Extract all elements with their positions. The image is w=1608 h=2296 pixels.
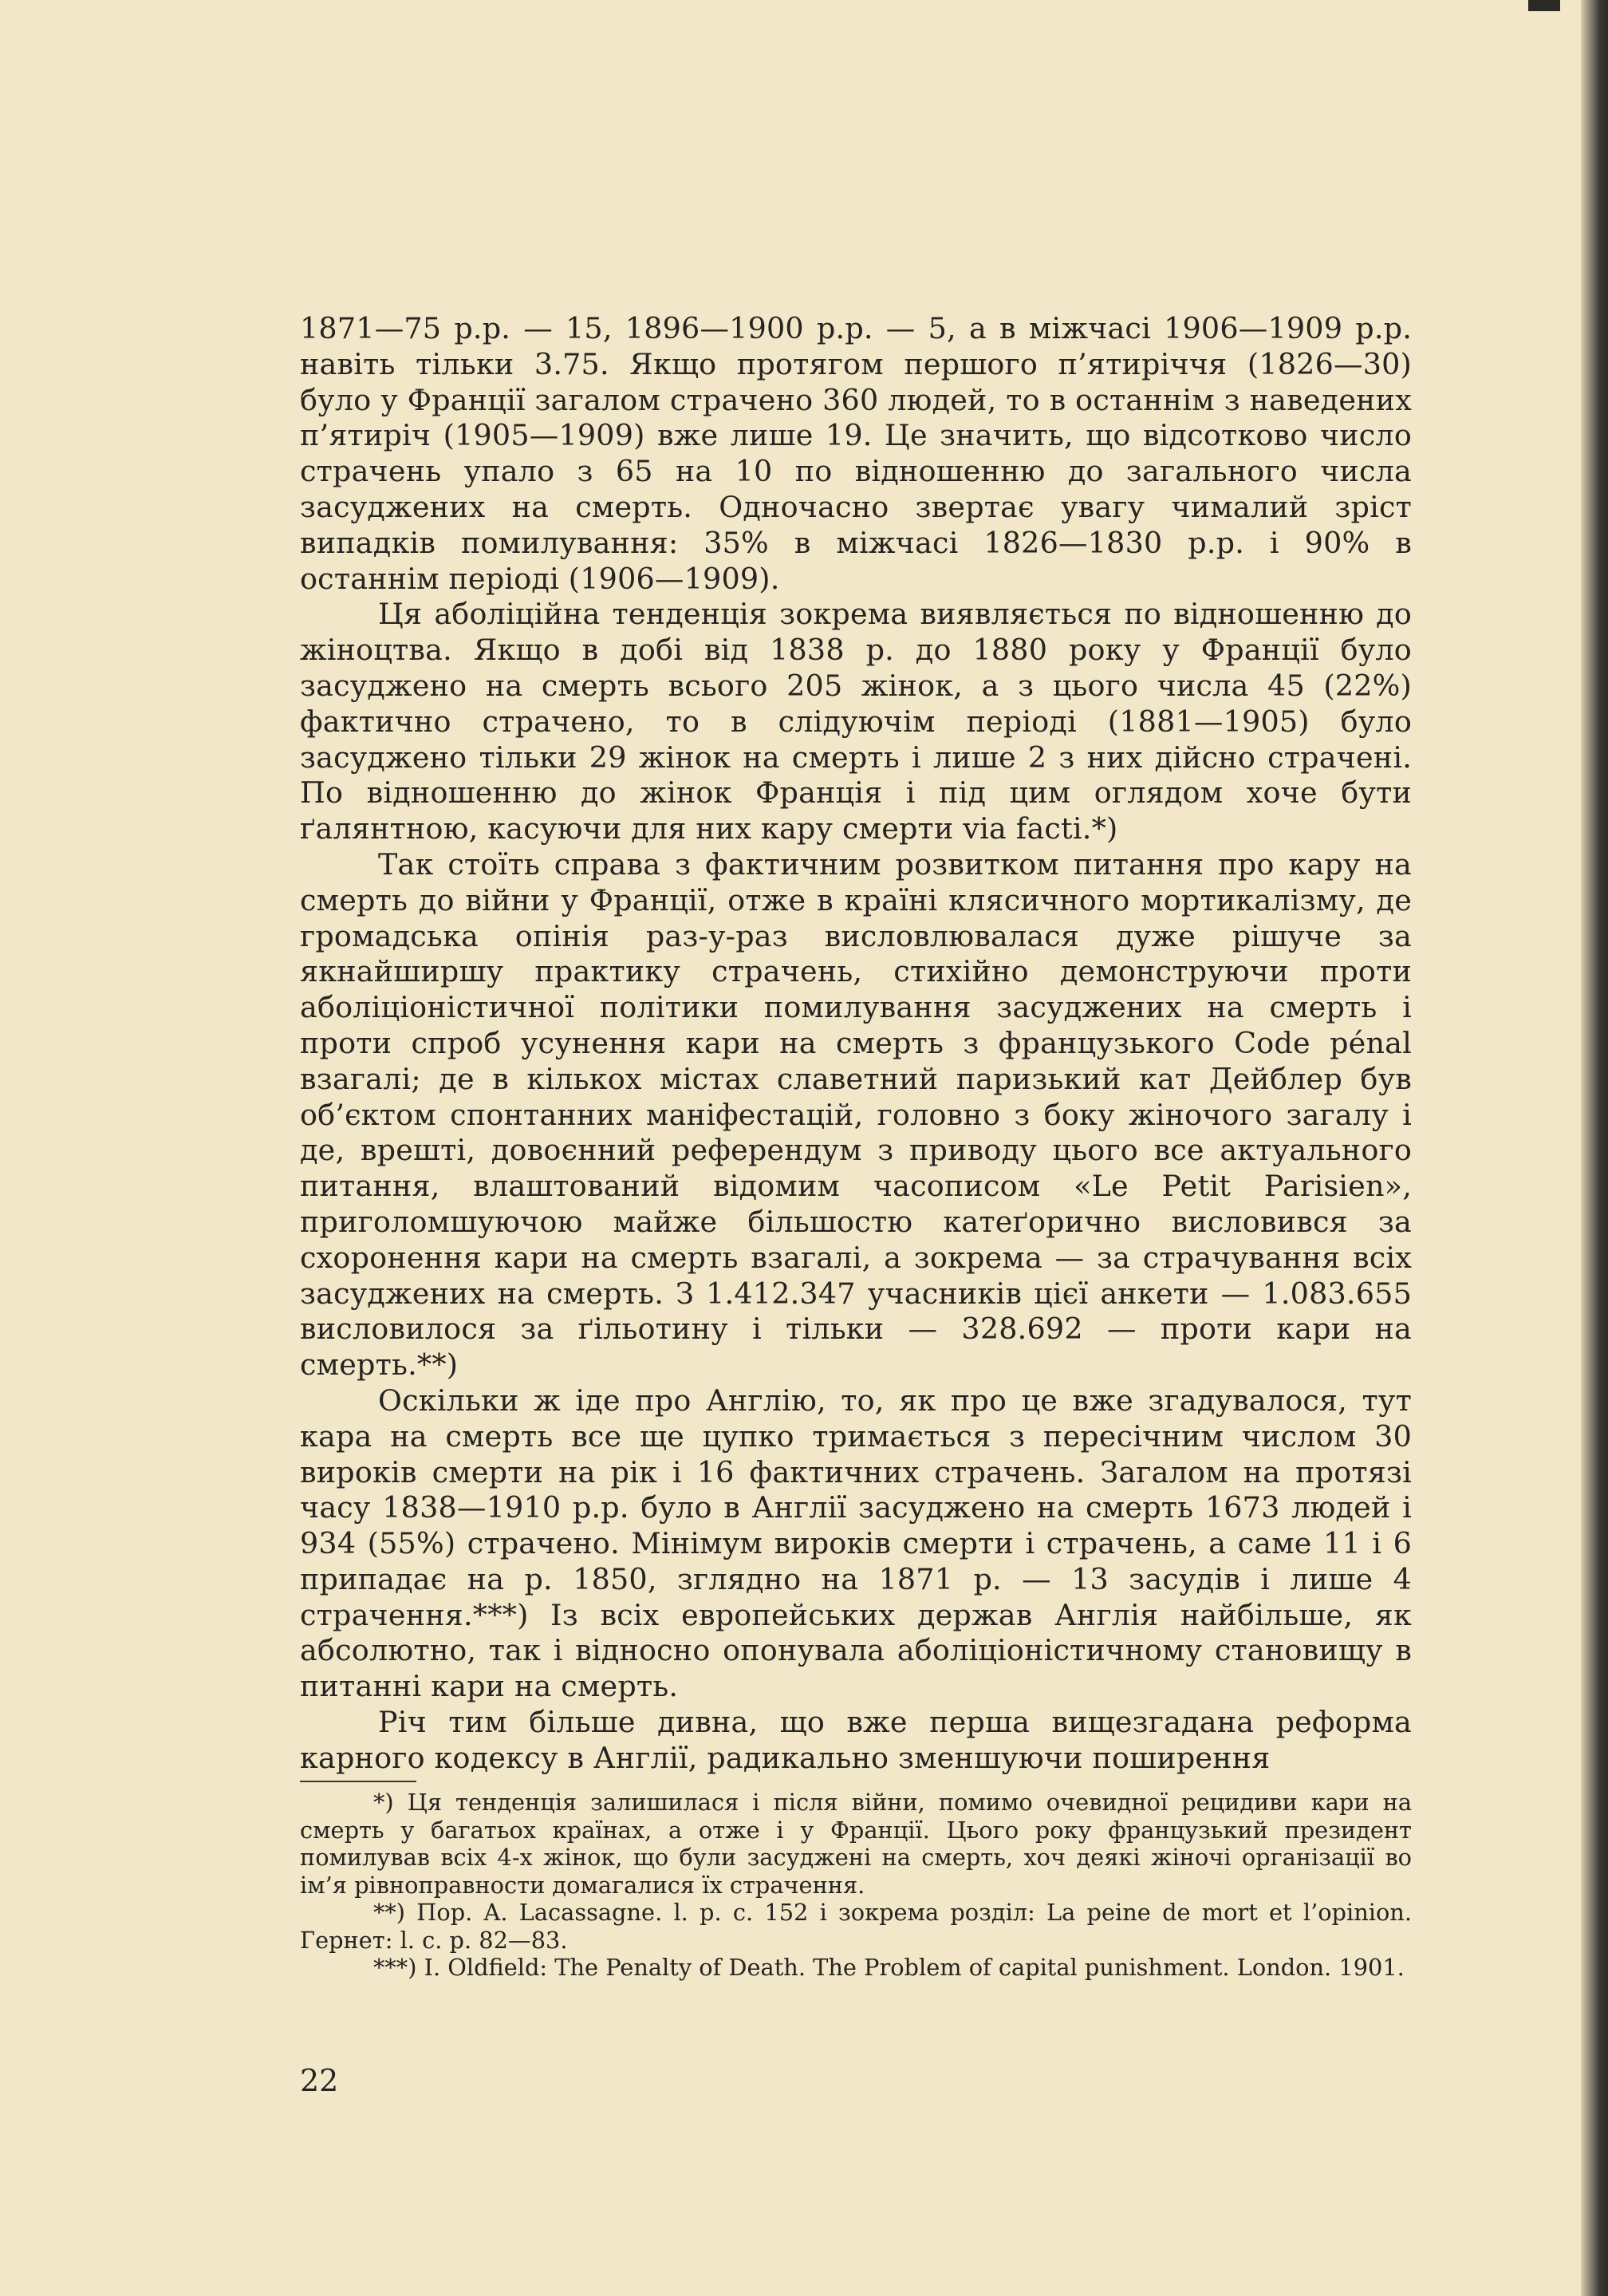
footnote-separator xyxy=(300,1781,416,1782)
footnote-1: *) Ця тенденція залишилася і після війни, помимо очевидної рецидиви кари на смерть у багатьох країнах, а отже і у Франції. Цього року французький президент помилував всіх 4-х жінок, що були засуджені на смерть, хоч деякі жіночі організації во ім’я рівноправности домагалися їх страчення. xyxy=(300,1789,1412,1899)
page-binding-edge xyxy=(1581,0,1608,2296)
footnote-3: ***) I. Oldfield: The Penalty of Death. The Problem of capital punishment. London. 1901. xyxy=(373,1954,1405,1981)
page-corner-mark xyxy=(1528,0,1560,11)
footnotes xyxy=(300,1789,1412,1982)
page-number: 22 xyxy=(300,2063,339,2098)
paragraph-3: Так стоїть справа з фактичним розвитком питання про кару на смерть до війни у Франції, отже в країні клясичного мортикалізму, де громадська опінія раз-у-раз висловлювалася дуже рішуче за якнайширшу практику страчень, стихійно демонструючи проти аболіціоністичної політики помилування засуджених на смерть і проти спроб усунення кари на смерть з французького Code pénal взагалі; де в кількох містах славетний паризький кат Дейблер був об’єктом спонтанних маніфестацій, головно з боку жіночого загалу і де, врешті, довоєнний референдум з приводу цього все актуального питання, влаштований відомим часописом «Le Petit Parisien», приголомшуючою майже більшостю катеґорично висловився за схоронення кари на смерть взагалі, а зокрема — за страчування всіх засуджених на смерть. З 1.412.347 учасників цієї анкети — 1.083.655 висловилося за ґільотину і тільки — 328.692 — проти кари на смерть.**) xyxy=(300,846,1412,1383)
footnote-2: **) Пор. A. Lacassagne. l. p. c. 152 і зокрема розділ: La peine de mort et l’opinion. Гернет: l. c. p. 82—83. xyxy=(300,1899,1412,1954)
paragraph-5: Річ тим більше дивна, що вже перша вищезгадана реформа карного кодексу в Англії, радикально зменшуючи поширення xyxy=(300,1705,1412,1775)
paragraph-2: Ця аболіційна тенденція зокрема виявляється по відношенню до жіноцтва. Якщо в добі від 1838 р. до 1880 року у Франції було засуджено на смерть всього 205 жінок, а з цього числа 45 (22%) фактично страчено, то в слідуючім періоді (1881—1905) було засуджено тільки 29 жінок на смерть і лише 2 з них дійсно страчені. По відношенню до жінок Франція і під цим оглядом хоче бути ґалянтною, касуючи для них кару смерти via facti.*) xyxy=(300,597,1412,846)
paragraph-1: 1871—75 р.р. — 15, 1896—1900 р.р. — 5, а в міжчасі 1906—1909 р.р. навіть тільки 3.75. Якщо протягом першого п’ятиріччя (1826—30) було у Франції загалом страчено 360 людей, то в останнім з наведених п’ятиріч (1905—1909) вже лише 19. Це значить, що відсотково число страчень упало з 65 на 10 по відношенню до загального числа засуджених на смерть. Одночасно звертає увагу чималий зріст випадків помилування: 35% в міжчасі 1826—1830 р.р. і 90% в останнім періоді (1906—1909). xyxy=(300,311,1412,596)
paragraph-4: Оскільки ж іде про Англію, то, як про це вже згадувалося, тут кара на смерть все ще цупко тримається з пересічним числом 30 вироків смерти на рік і 16 фактичних страчень. Загалом на протязі часу 1838—1910 р.р. було в Англії засуджено на смерть 1673 людей і 934 (55%) страчено. Мінімум вироків смерти і страчень, а саме 11 і 6 припадає на р. 1850, зглядно на 1871 р. — 13 засудів і лише 4 страчення.***) Із всіх европейських держав Англія найбільше, як абсолютно, так і відносно опонувала аболіціоністичному становищу в питанні кари на смерть. xyxy=(300,1383,1412,1704)
main-text xyxy=(300,311,1412,1777)
